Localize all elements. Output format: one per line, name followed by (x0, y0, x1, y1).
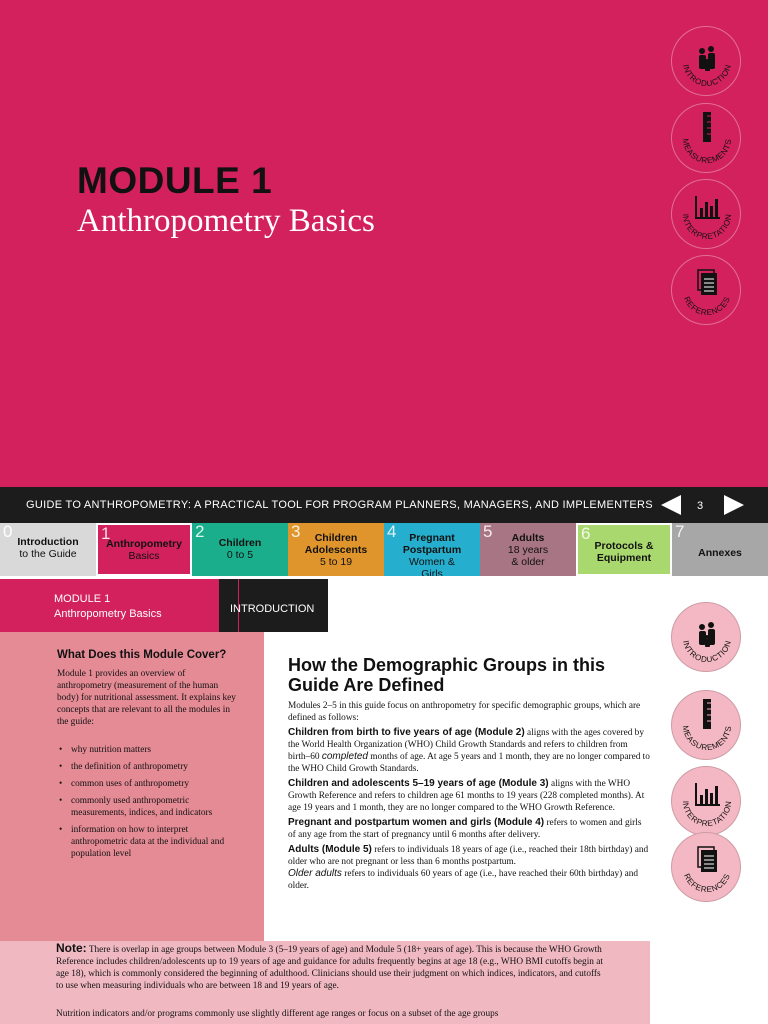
article-paragraph: Pregnant and postpartum women and girls (Module 4) refers to women and girls of any age from the start of pregnancy until 6 months after delivery. (288, 817, 642, 840)
references-nav-button[interactable] (671, 255, 741, 325)
svg-text:MEASUREMENTS: MEASUREMENTS (680, 137, 734, 166)
introduction-nav-button[interactable] (671, 26, 741, 96)
previous-page-icon[interactable] (659, 493, 683, 517)
ruler-icon (672, 691, 742, 761)
list-item: • commonly used anthropometric measurements, indices, and indicators (57, 795, 237, 819)
tab-anthropometry-basics[interactable]: 1 Anthropometry Basics (96, 523, 192, 576)
article-intro: Modules 2–5 in this guide focus on anthropometry for specific demographic groups, which are defined as follows: (288, 701, 641, 723)
family-icon (672, 27, 742, 97)
bar-chart-icon (672, 180, 742, 250)
module-tag-title: Anthropometry Basics (54, 608, 162, 620)
tab-introduction[interactable]: 0 Introduction to the Guide (0, 523, 96, 576)
section-tag (219, 579, 328, 632)
svg-text:REFERENCES: REFERENCES (682, 295, 732, 318)
module-tag (0, 579, 219, 632)
article-body (288, 700, 650, 895)
svg-text:INTERPRETATION: INTERPRETATION (680, 800, 734, 829)
svg-text:INTRODUCTION: INTRODUCTION (681, 63, 733, 89)
list-item: • information on how to interpret anthropometric data at the individual and population level (57, 824, 237, 860)
tab-annexes[interactable]: 7 Annexes (672, 523, 768, 576)
module-tabs (0, 523, 768, 576)
family-icon (672, 603, 742, 673)
svg-text:INTRODUCTION: INTRODUCTION (681, 639, 733, 665)
ruler-icon (672, 104, 742, 174)
page-number: 3 (697, 500, 704, 512)
tab-children-adolescents[interactable]: 3 Children Adolescents 5 to 19 (288, 523, 384, 576)
article-paragraph: Children from birth to five years of age (Module 2) aligns with the ages covered by the World Health Organization (WHO) Child Growth Standards and refers to children from birth–60 completed months of age. At age 5 years and 1 month, they are no longer compared to the WHO Child Growth Standards. (288, 727, 650, 774)
list-item: • common uses of anthropometry (57, 778, 237, 790)
section-tag-label: INTRODUCTION (230, 603, 315, 615)
hero-banner (0, 0, 768, 487)
guide-title: GUIDE TO ANTHROPOMETRY: A PRACTICAL TOOL FOR PROGRAM PLANNERS, MANAGERS, AND IMPLEMENTERS (26, 499, 653, 511)
interpretation-nav-button[interactable] (671, 179, 741, 249)
documents-icon (672, 256, 742, 326)
list-item: • why nutrition matters (57, 744, 237, 756)
module-title: MODULE 1 (77, 160, 273, 201)
coverage-heading: What Does this Module Cover? (57, 649, 227, 661)
article-title: How the Demographic Groups in this Guide Are Defined (288, 655, 606, 695)
module-subtitle: Anthropometry Basics (77, 203, 375, 239)
measurements-side-button[interactable] (671, 690, 741, 760)
article-paragraph: Older adults refers to individuals 60 years of age (i.e., have reached their 60th birthday) and older. (288, 868, 639, 891)
note-continuation: Nutrition indicators and/or programs commonly use slightly different age ranges or focus on a subset of the age groups (56, 1009, 499, 1019)
interpretation-side-button[interactable] (671, 766, 741, 836)
note-text: Note: There is overlap in age groups between Module 3 (5–19 years of age) and Module 5 (18+ years of age). This is because the WHO Growth Reference includes children/adolescents up to 19 years of age and guidance for adults frequently begins at age 18 (e.g., WHO BMI cutoffs begin at age 18), which is commonly considered the beginning of adulthood. Clinicians should use their judgment on which indices, indicators, and cutoffs to use when measuring individuals who are between 18 and 19 years of age. (56, 941, 603, 991)
svg-text:REFERENCES: REFERENCES (682, 872, 732, 895)
references-side-button[interactable] (671, 832, 741, 902)
next-page-icon[interactable] (722, 493, 746, 517)
tab-pregnant-postpartum[interactable]: 4 Pregnant Postpartum Women & Girls (384, 523, 480, 576)
svg-text:MEASUREMENTS: MEASUREMENTS (680, 724, 734, 753)
article-paragraph: Children and adolescents 5–19 years of age (Module 3) aligns with the WHO Growth Reference and refers to children age 61 months to 19 years (228 completed months). At age 19 years and 1 month, they are no longer compared to the WHO Growth Reference. (288, 778, 645, 813)
measurements-nav-button[interactable] (671, 103, 741, 173)
tab-protocols-equipment[interactable]: 6 Protocols & Equipment (576, 523, 672, 576)
list-item: • the definition of anthropometry (57, 761, 237, 773)
module-tag-number: MODULE 1 (54, 593, 111, 605)
coverage-list (57, 744, 237, 865)
svg-text:INTERPRETATION: INTERPRETATION (680, 213, 734, 242)
documents-icon (672, 833, 742, 903)
bar-chart-icon (672, 767, 742, 837)
coverage-intro: Module 1 provides an overview of anthropometry (measurement of the human body) for nutritional assessment. It explains key concepts that are relevant to all the modules in the guide: (57, 669, 236, 727)
article-paragraph: Adults (Module 5) refers to individuals 18 years of age (i.e., reached their 18th birthday) and older who are not pregnant or less than 6 months postpartum. (288, 844, 649, 867)
introduction-side-button[interactable] (671, 602, 741, 672)
tab-children-0-5[interactable]: 2 Children 0 to 5 (192, 523, 288, 576)
guide-banner (0, 487, 768, 523)
tab-adults[interactable]: 5 Adults 18 years & older (480, 523, 576, 576)
